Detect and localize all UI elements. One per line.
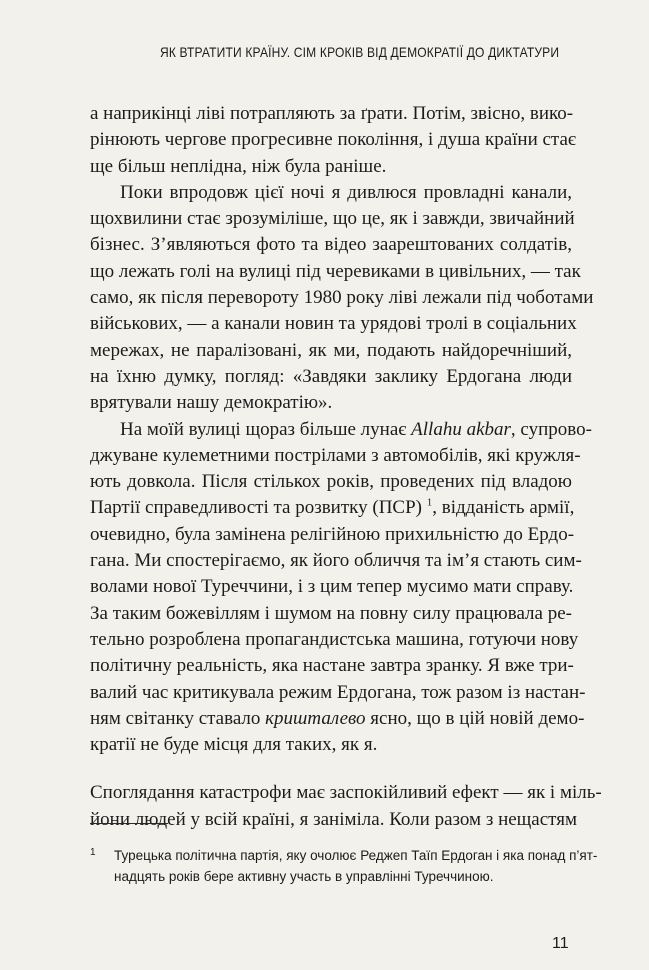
- running-header: ЯК ВТРАТИТИ КРАЇНУ. СІМ КРОКІВ ВІД ДЕМОКРАТІЇ ДО ДИКТАТУРИ: [159, 44, 559, 60]
- text-line: [90, 495, 575, 521]
- footnote-divider: [90, 823, 168, 824]
- text-span: Партії справедливості та розвитку (ПСР): [90, 497, 422, 519]
- text-span: ясно, що в цій новій демо-: [365, 707, 585, 729]
- text-line: рінюють чергове прогресивне покоління, і душа країни стає: [90, 129, 577, 151]
- footnote-line: Турецька політична партія, яку очолює Реджеп Таїп Ердоган і яка понад п’ят-: [114, 848, 598, 863]
- text-line: ють довкола. Після стількох років, проведених під владою: [90, 471, 572, 493]
- footnote-line: надцять років бере активну участь в управлінні Туреччиною.: [114, 869, 494, 884]
- text-line: Поки впродовж цієї ночі я дивлюся провладні канали,: [120, 181, 572, 203]
- paragraph: [90, 417, 592, 759]
- text-line: очевидно, була замінена релігійною прихильністю до Ердо-: [90, 523, 575, 545]
- text-line: бізнес. З’являються фото та відео заарештованих солдатів,: [90, 234, 572, 256]
- footnote-reference: 1: [426, 497, 433, 510]
- text-line: валий час критикувала режим Ердогана, тож разом із настан-: [90, 681, 586, 703]
- text-line: мережах, не паралізовані, як ми, подають найдоречніший,: [90, 339, 572, 361]
- text-line: кратії не буде місця для таких, як я.: [90, 734, 378, 756]
- text-span: , супрово-: [510, 418, 592, 440]
- text-span: На моїй вулиці щораз більше лунає: [120, 418, 412, 440]
- italic-term: кришталево: [265, 707, 366, 729]
- text-line: само, як після перевороту 1980 року ліві лежали під чоботами: [90, 287, 594, 309]
- paragraph: [90, 180, 594, 417]
- footnote-marker: 1: [90, 847, 96, 858]
- paragraph-section-start: [90, 780, 602, 833]
- body-text: [90, 101, 602, 833]
- text-line: військових, — а канали новин та урядові тролі в соціальних: [90, 313, 577, 335]
- text-line: За таким божевіллям і шумом на повну силу працювала ре-: [90, 602, 572, 624]
- text-line: [90, 706, 585, 732]
- text-line: щохвилини стає зрозуміліше, що це, як і завжди, звичайний: [90, 208, 575, 230]
- text-line: Споглядання катастрофи має заспокійливий ефект — як і міль-: [90, 782, 602, 804]
- text-line: врятували нашу демократію».: [90, 392, 333, 414]
- text-line: гана. Ми спостерігаємо, як його обличчя та ім’я стають сим-: [90, 550, 582, 572]
- text-line: а наприкінці ліві потрапляють за ґрати. Потім, звісно, вико-: [90, 103, 574, 124]
- text-span: ням світанку ставало: [90, 707, 266, 729]
- text-line: волами нової Туреччини, і з цим тепер мусимо мати справу.: [90, 576, 574, 598]
- text-line: що лежать голі на вулиці під черевиками в цивільних, — так: [90, 260, 581, 282]
- text-line: на їхню думку, погляд: «Завдяки заклику Ердогана люди: [90, 365, 572, 387]
- text-line: джуване кулеметними пострілами з автомобілів, які кружля-: [90, 444, 581, 466]
- text-line: [90, 417, 592, 443]
- text-line: йони людей у всій країні, я заніміла. Коли разом з нещастям: [90, 808, 577, 830]
- text-line: політичну реальність, яка настане завтра зранку. Я вже три-: [90, 655, 574, 677]
- text-line: ще більш неплідна, ніж була раніше.: [90, 155, 387, 177]
- page-number: 11: [552, 935, 569, 952]
- footnote: [90, 845, 598, 887]
- text-line: тельно розроблена пропагандистська машина, готуючи нову: [90, 628, 579, 650]
- text-span: , відданість армії,: [432, 497, 575, 519]
- italic-term: Allahu akbar: [411, 418, 511, 440]
- paragraph-continuation: [90, 101, 577, 180]
